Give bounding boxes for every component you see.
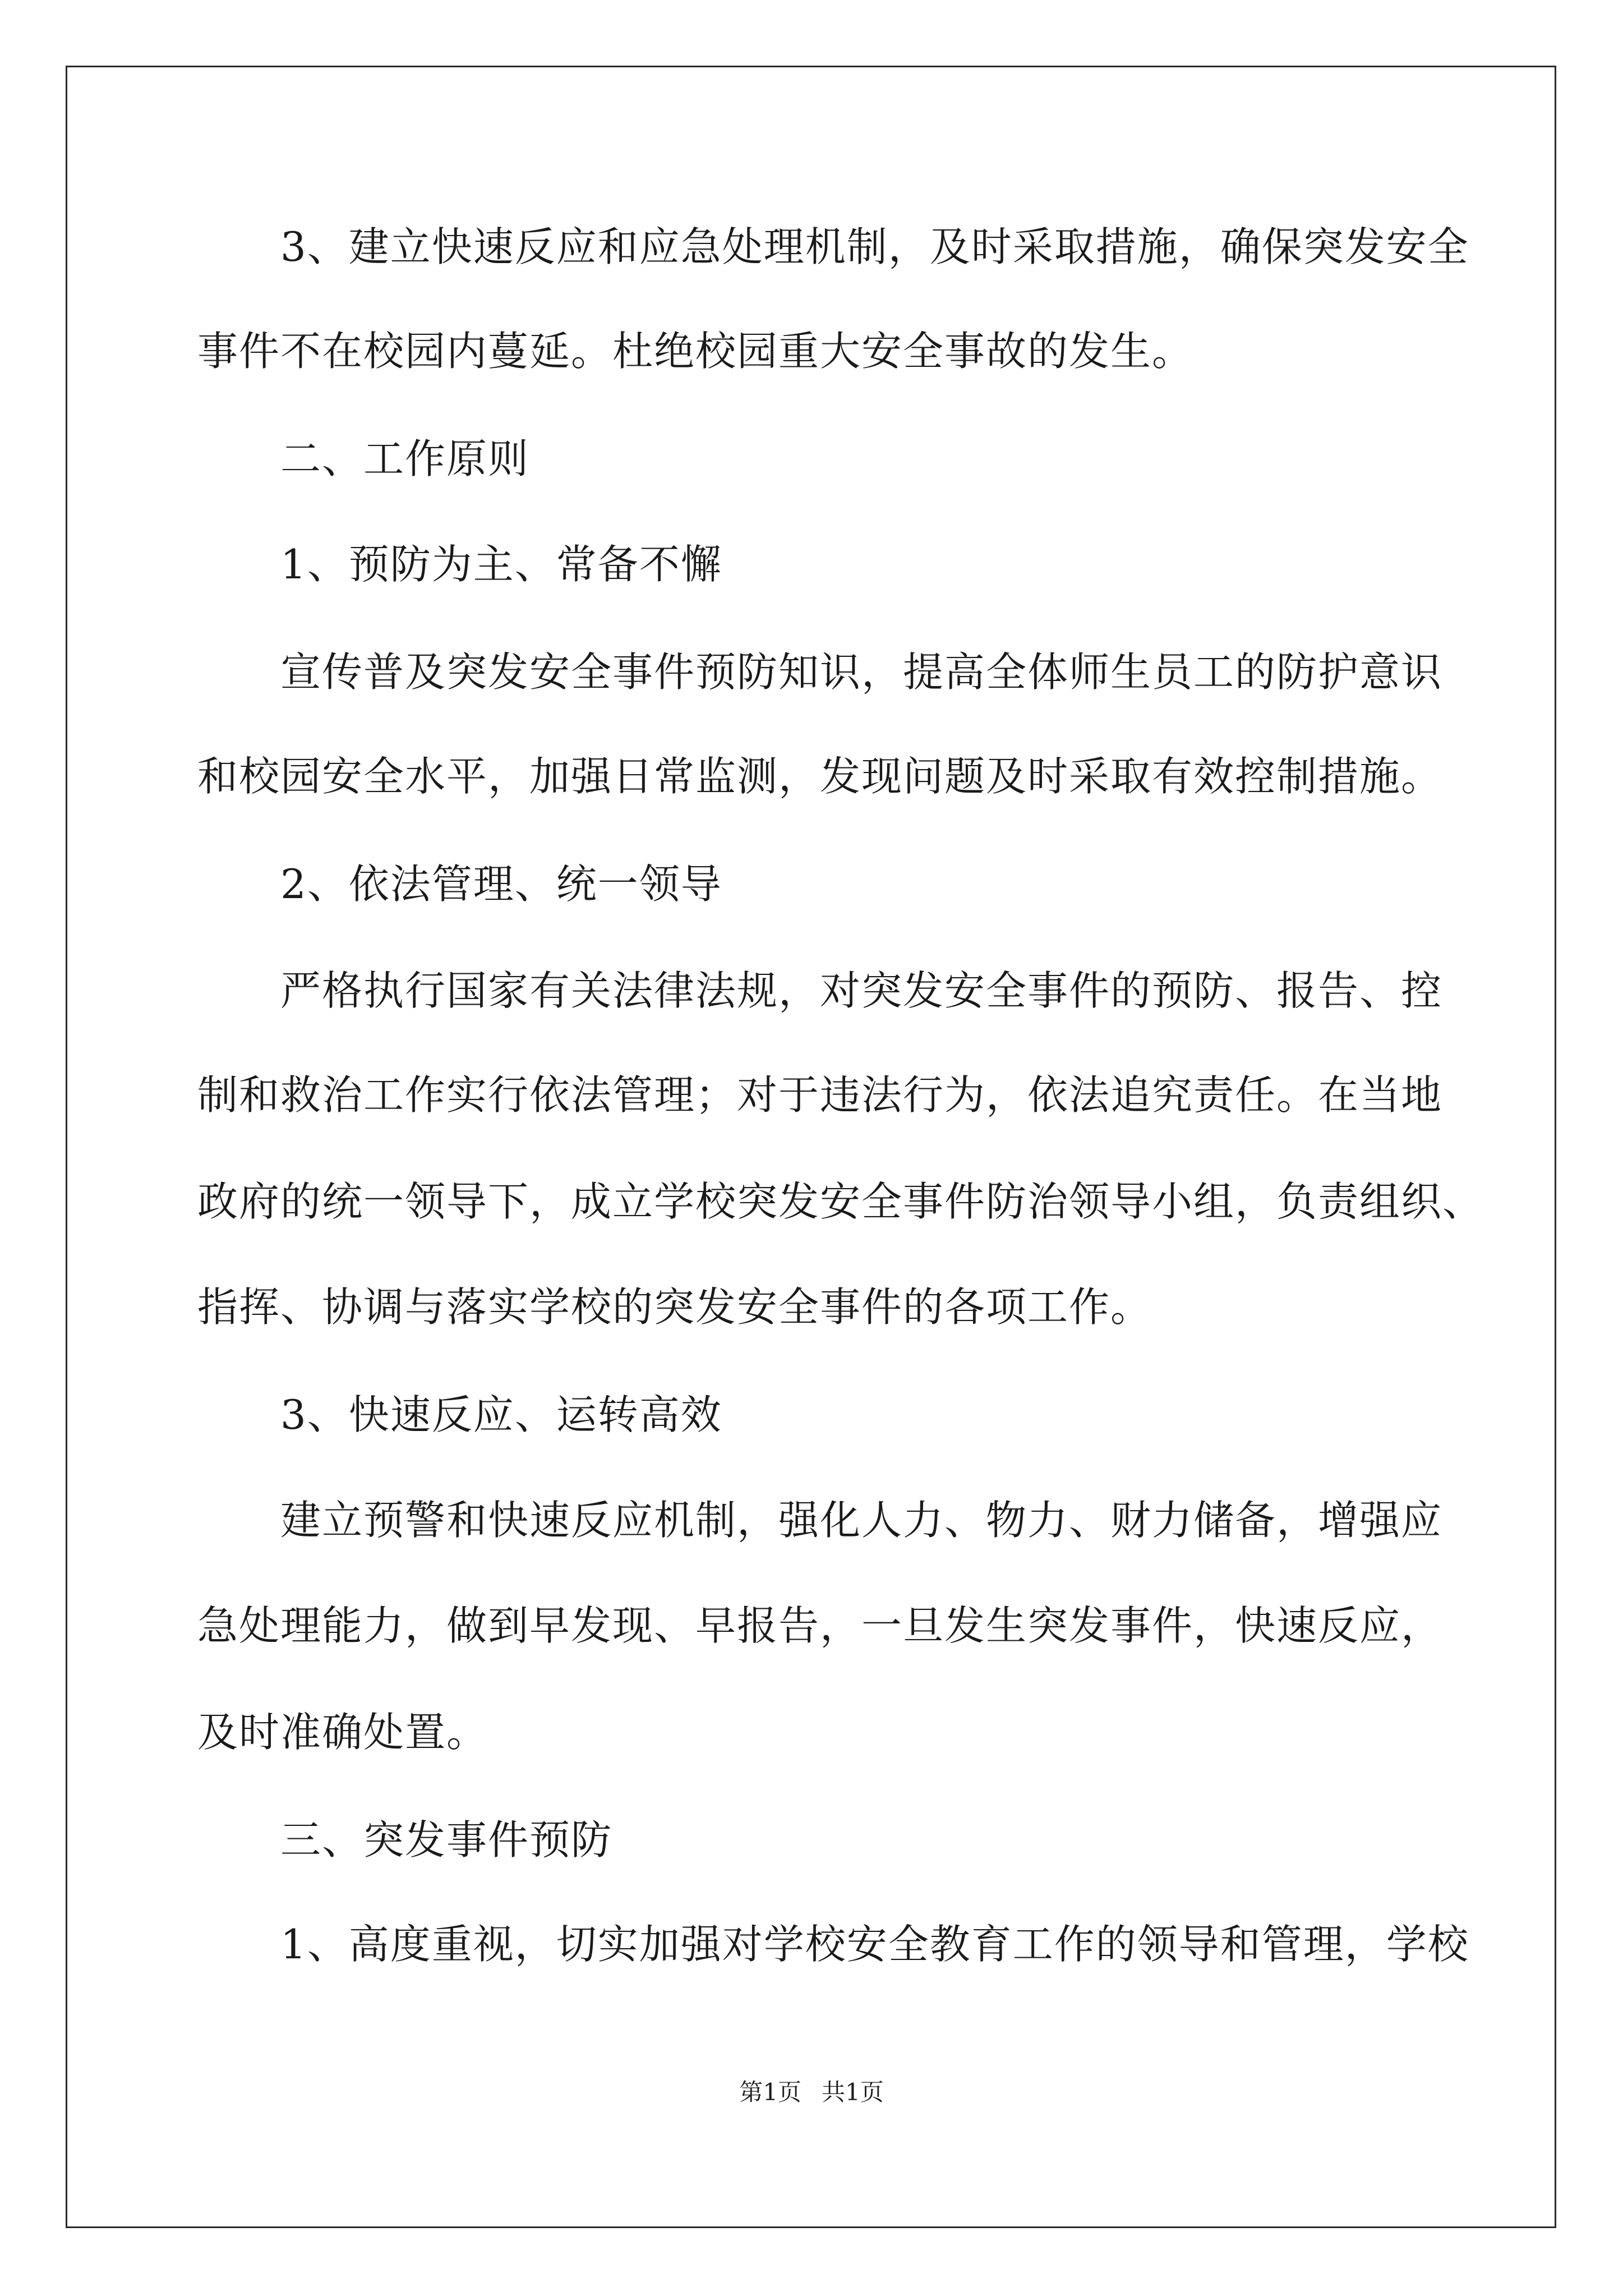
text-line: 政府的统一领导下，成立学校突发安全事件防治领导小组，负责组织、 bbox=[197, 1178, 1484, 1225]
subsection-heading: 1、预防为主、常备不懈 bbox=[280, 541, 722, 588]
text-line: 事件不在校园内蔓延。杜绝校园重大安全事故的发生。 bbox=[197, 328, 1194, 375]
page-count: 共1页 bbox=[822, 2078, 884, 2106]
section-heading: 二、工作原则 bbox=[280, 435, 530, 482]
section-heading: 三、突发事件预防 bbox=[280, 1816, 613, 1864]
text-line: 和校园安全水平，加强日常监测，发现问题及时采取有效控制措施。 bbox=[197, 753, 1443, 800]
text-line: 制和救治工作实行依法管理；对于违法行为，依法追究责任。在当地 bbox=[197, 1071, 1443, 1119]
page-number: 第1页 bbox=[739, 2078, 801, 2106]
subsection-heading: 2、依法管理、统一领导 bbox=[280, 861, 722, 908]
text-line: 严格执行国家有关法律法规，对突发安全事件的预防、报告、控 bbox=[280, 967, 1443, 1014]
text-line: 宣传普及突发安全事件预防知识，提高全体师生员工的防护意识 bbox=[280, 648, 1443, 696]
page-footer bbox=[0, 2076, 1623, 2109]
text-line: 及时准确处置。 bbox=[197, 1709, 488, 1756]
text-line: 1、高度重视，切实加强对学校安全教育工作的领导和管理，学校 bbox=[280, 1921, 1469, 1968]
text-line: 建立预警和快速反应机制，强化人力、物力、财力储备，增强应 bbox=[280, 1497, 1443, 1544]
subsection-heading: 3、快速反应、运转高效 bbox=[280, 1391, 722, 1438]
text-line: 指挥、协调与落实学校的突发安全事件的各项工作。 bbox=[197, 1283, 1152, 1331]
text-line: 急处理能力，做到早发现、早报告，一旦发生突发事件，快速反应， bbox=[197, 1602, 1443, 1649]
text-line: 3、建立快速反应和应急处理机制，及时采取措施，确保突发安全 bbox=[280, 223, 1469, 270]
page-border bbox=[66, 66, 1556, 2228]
